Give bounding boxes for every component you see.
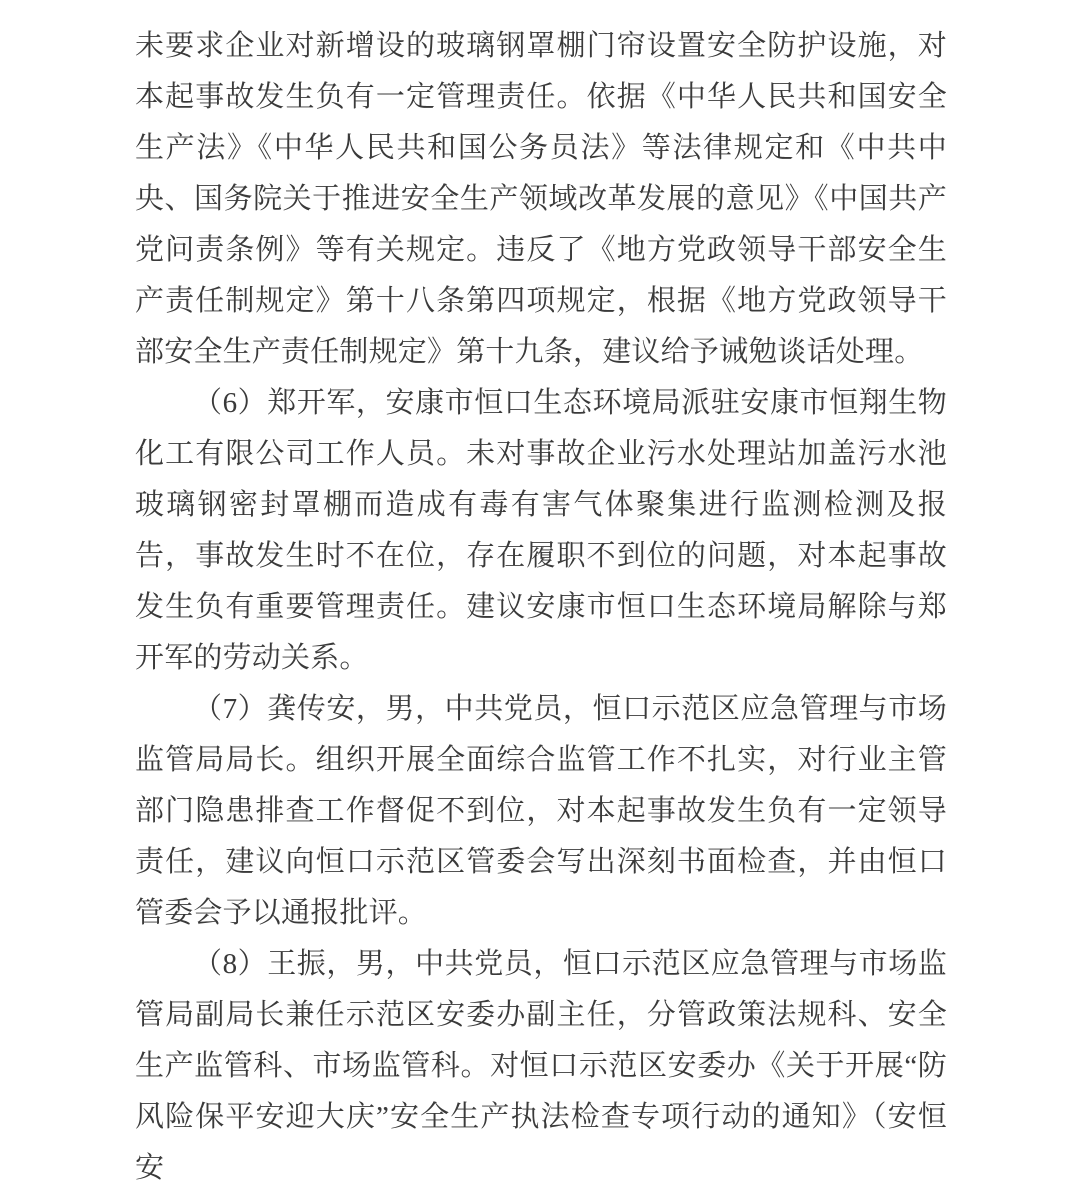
paragraph-item-6: （6）郑开军，安康市恒口生态环境局派驻安康市恒翔生物化工有限公司工作人员。未对事故企业污水处理站加盖污水池玻璃钢密封罩棚而造成有毒有害气体聚集进行监测检测及报告，事故发生时不在位，存在履职不到位的问题，对本起事故发生负有重要管理责任。建议安康市恒口生态环境局解除与郑开军的劳动关系。 bbox=[135, 387, 947, 674]
paragraph-item-8: （8）王振，男，中共党员，恒口示范区应急管理与市场监管局副局长兼任示范区安委办副主任，分管政策法规科、安全生产监管科、市场监管科。对恒口示范区安委办《关于开展“防风险保平安迎大庆”安全生产执法检查专项行动的通知》（安恒安 bbox=[135, 948, 947, 1184]
paragraph-continuation: 未要求企业对新增设的玻璃钢罩棚门帘设置安全防护设施，对本起事故发生负有一定管理责任。依据《中华人民共和国安全生产法》《中华人民共和国公务员法》等法律规定和《中共中央、国务院关于推进安全生产领域改革发展的意见》《中国共产党问责条例》等有关规定。违反了《地方党政领导干部安全生产责任制规定》第十八条第四项规定，根据《地方党政领导干部安全生产责任制规定》第十九条，建议给予诫勉谈话处理。 bbox=[135, 30, 947, 368]
paragraph-item-7: （7）龚传安，男，中共党员，恒口示范区应急管理与市场监管局局长。组织开展全面综合监管工作不扎实，对行业主管部门隐患排查工作督促不到位，对本起事故发生负有一定领导责任，建议向恒口示范区管委会写出深刻书面检查，并由恒口管委会予以通报批评。 bbox=[135, 693, 947, 929]
